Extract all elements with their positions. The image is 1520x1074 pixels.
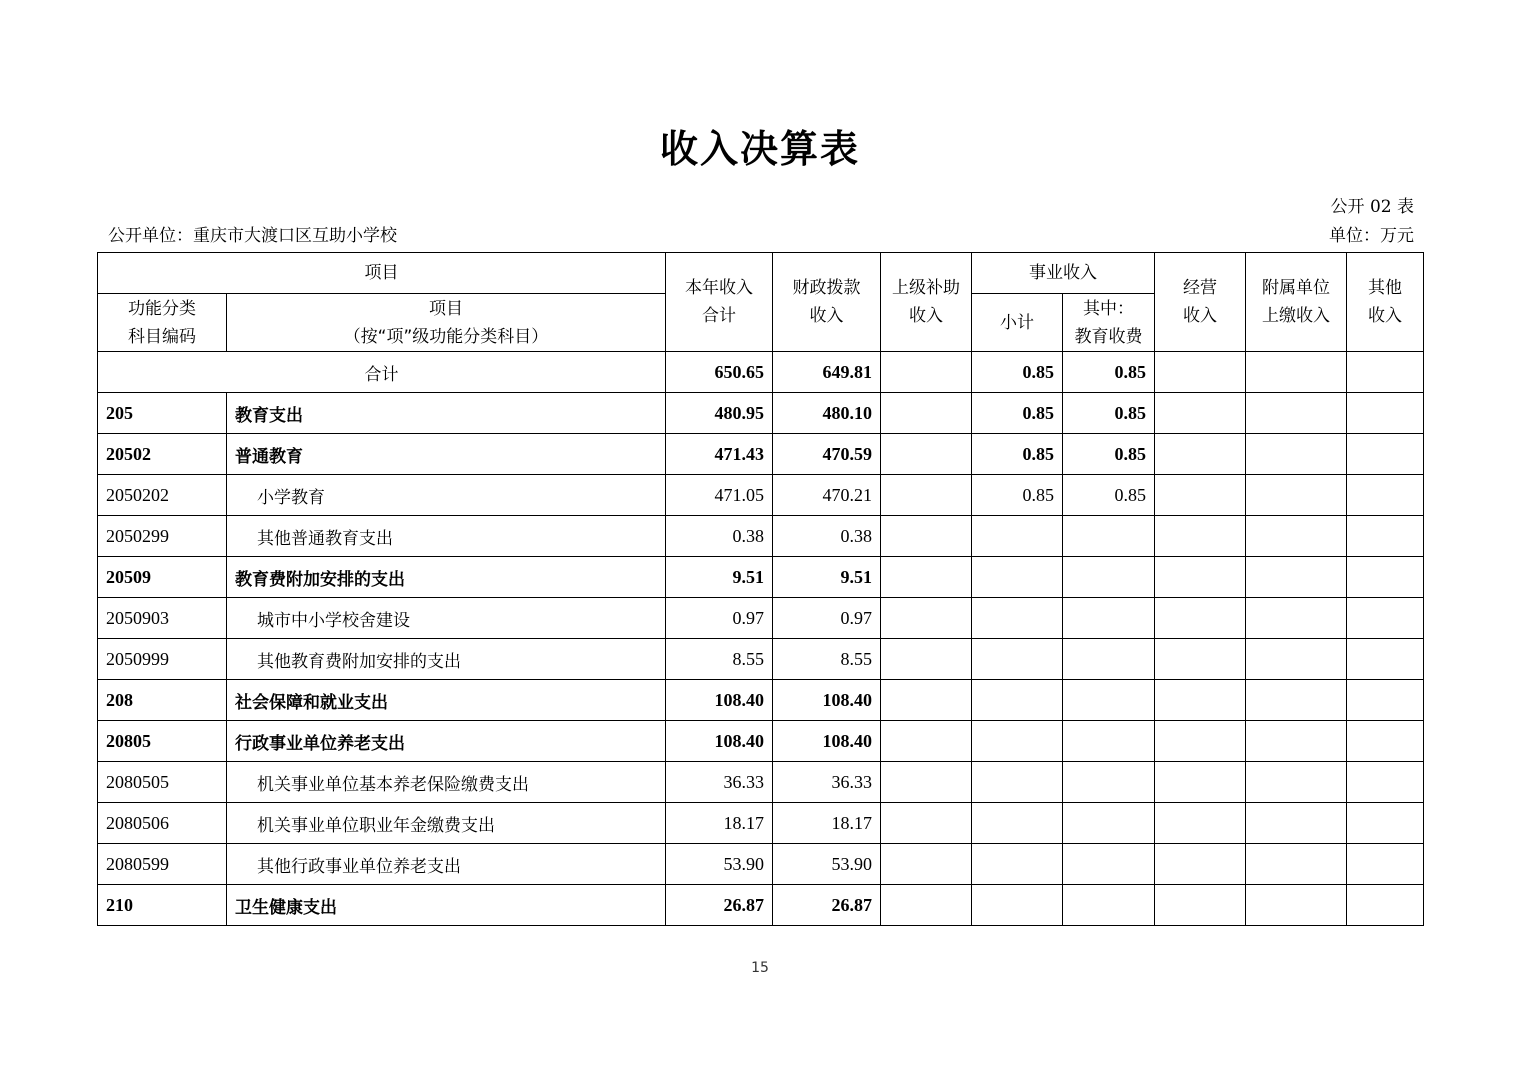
other-cell xyxy=(1347,721,1424,762)
header-other: 其他 收入 xyxy=(1347,253,1424,352)
edu-fee-cell xyxy=(1063,639,1155,680)
table-row xyxy=(98,598,1424,639)
table-row xyxy=(98,434,1424,475)
header-career: 事业收入 xyxy=(972,253,1155,294)
total-cell: 0.38 xyxy=(666,516,773,557)
item-name-cell: 机关事业单位职业年金缴费支出 xyxy=(227,803,666,844)
edu-fee-cell xyxy=(1063,598,1155,639)
function-code-cell: 2050999 xyxy=(98,639,227,680)
subtotal-cell xyxy=(972,762,1063,803)
business-cell xyxy=(1155,516,1246,557)
total-row xyxy=(98,352,1424,393)
fiscal-cell: 470.21 xyxy=(773,475,881,516)
upper-cell xyxy=(881,680,972,721)
upper-cell xyxy=(881,393,972,434)
item-name-cell: 教育支出 xyxy=(227,393,666,434)
total-cell: 18.17 xyxy=(666,803,773,844)
item-name-cell: 教育费附加安排的支出 xyxy=(227,557,666,598)
fiscal-cell: 9.51 xyxy=(773,557,881,598)
table-row xyxy=(98,762,1424,803)
business-cell xyxy=(1155,598,1246,639)
header-affiliate: 附属单位 上缴收入 xyxy=(1246,253,1347,352)
business-cell xyxy=(1155,721,1246,762)
business-cell xyxy=(1155,844,1246,885)
function-code-cell: 20805 xyxy=(98,721,227,762)
table-row xyxy=(98,639,1424,680)
business-cell xyxy=(1155,803,1246,844)
affiliate-cell xyxy=(1246,844,1347,885)
edu-fee-cell xyxy=(1063,721,1155,762)
function-code-cell: 208 xyxy=(98,680,227,721)
affiliate-cell xyxy=(1246,680,1347,721)
fiscal-cell: 470.59 xyxy=(773,434,881,475)
other-cell xyxy=(1347,557,1424,598)
upper-cell xyxy=(881,475,972,516)
total-cell: 471.43 xyxy=(666,434,773,475)
table-row xyxy=(98,885,1424,926)
subtotal-cell: 0.85 xyxy=(972,393,1063,434)
fiscal-cell: 18.17 xyxy=(773,803,881,844)
header-business: 经营 收入 xyxy=(1155,253,1246,352)
other-cell xyxy=(1347,516,1424,557)
header-code: 功能分类 科目编码 xyxy=(98,294,227,352)
affiliate-cell xyxy=(1246,598,1347,639)
upper-cell xyxy=(881,844,972,885)
business-cell xyxy=(1155,393,1246,434)
subtotal-cell xyxy=(972,598,1063,639)
item-name-cell: 卫生健康支出 xyxy=(227,885,666,926)
item-name-cell: 其他普通教育支出 xyxy=(227,516,666,557)
edu-fee-cell xyxy=(1063,762,1155,803)
affiliate-cell xyxy=(1246,721,1347,762)
edu-fee-cell xyxy=(1063,844,1155,885)
total-cell: 108.40 xyxy=(666,680,773,721)
item-name-cell: 行政事业单位养老支出 xyxy=(227,721,666,762)
edu-fee-cell: 0.85 xyxy=(1063,352,1155,393)
edu-fee-cell xyxy=(1063,885,1155,926)
upper-cell xyxy=(881,639,972,680)
business-cell xyxy=(1155,885,1246,926)
upper-cell xyxy=(881,516,972,557)
header-row-1 xyxy=(98,253,1424,294)
income-statement-table xyxy=(97,252,1424,926)
function-code-cell: 2080505 xyxy=(98,762,227,803)
table-row xyxy=(98,803,1424,844)
page-number: 15 xyxy=(751,960,769,976)
other-cell xyxy=(1347,762,1424,803)
subtotal-cell: 0.85 xyxy=(972,434,1063,475)
fiscal-cell: 0.97 xyxy=(773,598,881,639)
affiliate-cell xyxy=(1246,352,1347,393)
fiscal-cell: 0.38 xyxy=(773,516,881,557)
affiliate-cell xyxy=(1246,639,1347,680)
edu-fee-cell xyxy=(1063,557,1155,598)
upper-cell xyxy=(881,762,972,803)
subtotal-cell xyxy=(972,844,1063,885)
header-fiscal: 财政拨款 收入 xyxy=(773,253,881,352)
subtotal-cell xyxy=(972,680,1063,721)
upper-cell xyxy=(881,434,972,475)
business-cell xyxy=(1155,762,1246,803)
business-cell xyxy=(1155,352,1246,393)
subtotal-cell xyxy=(972,639,1063,680)
total-cell: 53.90 xyxy=(666,844,773,885)
edu-fee-cell xyxy=(1063,803,1155,844)
fiscal-cell: 36.33 xyxy=(773,762,881,803)
business-cell xyxy=(1155,557,1246,598)
total-cell: 0.97 xyxy=(666,598,773,639)
header-edu-fee: 其中： 教育收费 xyxy=(1063,294,1155,352)
item-name-cell: 小学教育 xyxy=(227,475,666,516)
table-row xyxy=(98,393,1424,434)
other-cell xyxy=(1347,639,1424,680)
function-code-cell: 2050903 xyxy=(98,598,227,639)
subtotal-cell xyxy=(972,803,1063,844)
affiliate-cell xyxy=(1246,434,1347,475)
edu-fee-cell: 0.85 xyxy=(1063,434,1155,475)
table-row xyxy=(98,557,1424,598)
total-cell: 108.40 xyxy=(666,721,773,762)
other-cell xyxy=(1347,803,1424,844)
other-cell xyxy=(1347,598,1424,639)
table-row xyxy=(98,475,1424,516)
fiscal-cell: 108.40 xyxy=(773,721,881,762)
business-cell xyxy=(1155,639,1246,680)
total-label: 合计 xyxy=(98,352,666,393)
fiscal-cell: 53.90 xyxy=(773,844,881,885)
table-row xyxy=(98,721,1424,762)
function-code-cell: 2080506 xyxy=(98,803,227,844)
table-row xyxy=(98,516,1424,557)
upper-cell xyxy=(881,352,972,393)
header-subtotal: 小计 xyxy=(972,294,1063,352)
edu-fee-cell: 0.85 xyxy=(1063,475,1155,516)
header-total: 本年收入 合计 xyxy=(666,253,773,352)
edu-fee-cell: 0.85 xyxy=(1063,393,1155,434)
other-cell xyxy=(1347,885,1424,926)
total-cell: 8.55 xyxy=(666,639,773,680)
upper-cell xyxy=(881,885,972,926)
edu-fee-cell xyxy=(1063,680,1155,721)
business-cell xyxy=(1155,475,1246,516)
header-item: 项目 xyxy=(98,253,666,294)
total-cell: 9.51 xyxy=(666,557,773,598)
total-cell: 26.87 xyxy=(666,885,773,926)
fiscal-cell: 480.10 xyxy=(773,393,881,434)
item-name-cell: 普通教育 xyxy=(227,434,666,475)
other-cell xyxy=(1347,844,1424,885)
fiscal-cell: 8.55 xyxy=(773,639,881,680)
other-cell xyxy=(1347,434,1424,475)
subtotal-cell: 0.85 xyxy=(972,352,1063,393)
header-upper: 上级补助 收入 xyxy=(881,253,972,352)
other-cell xyxy=(1347,475,1424,516)
table-row xyxy=(98,680,1424,721)
fiscal-cell: 108.40 xyxy=(773,680,881,721)
fiscal-cell: 26.87 xyxy=(773,885,881,926)
subtotal-cell: 0.85 xyxy=(972,475,1063,516)
publishing-unit: 公开单位：重庆市大渡口区互助小学校 xyxy=(108,226,397,246)
item-name-cell: 机关事业单位基本养老保险缴费支出 xyxy=(227,762,666,803)
other-cell xyxy=(1347,393,1424,434)
affiliate-cell xyxy=(1246,516,1347,557)
currency-unit: 单位：万元 xyxy=(1329,226,1414,246)
function-code-cell: 20509 xyxy=(98,557,227,598)
table-row xyxy=(98,844,1424,885)
item-name-cell: 其他行政事业单位养老支出 xyxy=(227,844,666,885)
other-cell xyxy=(1347,352,1424,393)
total-cell: 471.05 xyxy=(666,475,773,516)
function-code-cell: 205 xyxy=(98,393,227,434)
function-code-cell: 2080599 xyxy=(98,844,227,885)
subtotal-cell xyxy=(972,557,1063,598)
item-name-cell: 城市中小学校舍建设 xyxy=(227,598,666,639)
header-name: 项目 （按“项”级功能分类科目） xyxy=(227,294,666,352)
table-number: 公开 02 表 xyxy=(1330,197,1414,217)
other-cell xyxy=(1347,680,1424,721)
subtotal-cell xyxy=(972,516,1063,557)
upper-cell xyxy=(881,721,972,762)
affiliate-cell xyxy=(1246,557,1347,598)
affiliate-cell xyxy=(1246,475,1347,516)
function-code-cell: 210 xyxy=(98,885,227,926)
total-cell: 36.33 xyxy=(666,762,773,803)
item-name-cell: 其他教育费附加安排的支出 xyxy=(227,639,666,680)
total-cell: 650.65 xyxy=(666,352,773,393)
function-code-cell: 20502 xyxy=(98,434,227,475)
affiliate-cell xyxy=(1246,393,1347,434)
affiliate-cell xyxy=(1246,762,1347,803)
upper-cell xyxy=(881,557,972,598)
affiliate-cell xyxy=(1246,803,1347,844)
upper-cell xyxy=(881,803,972,844)
edu-fee-cell xyxy=(1063,516,1155,557)
subtotal-cell xyxy=(972,885,1063,926)
subtotal-cell xyxy=(972,721,1063,762)
function-code-cell: 2050202 xyxy=(98,475,227,516)
function-code-cell: 2050299 xyxy=(98,516,227,557)
fiscal-cell: 649.81 xyxy=(773,352,881,393)
business-cell xyxy=(1155,434,1246,475)
item-name-cell: 社会保障和就业支出 xyxy=(227,680,666,721)
total-cell: 480.95 xyxy=(666,393,773,434)
page-title: 收入决算表 xyxy=(659,127,860,171)
upper-cell xyxy=(881,598,972,639)
business-cell xyxy=(1155,680,1246,721)
affiliate-cell xyxy=(1246,885,1347,926)
